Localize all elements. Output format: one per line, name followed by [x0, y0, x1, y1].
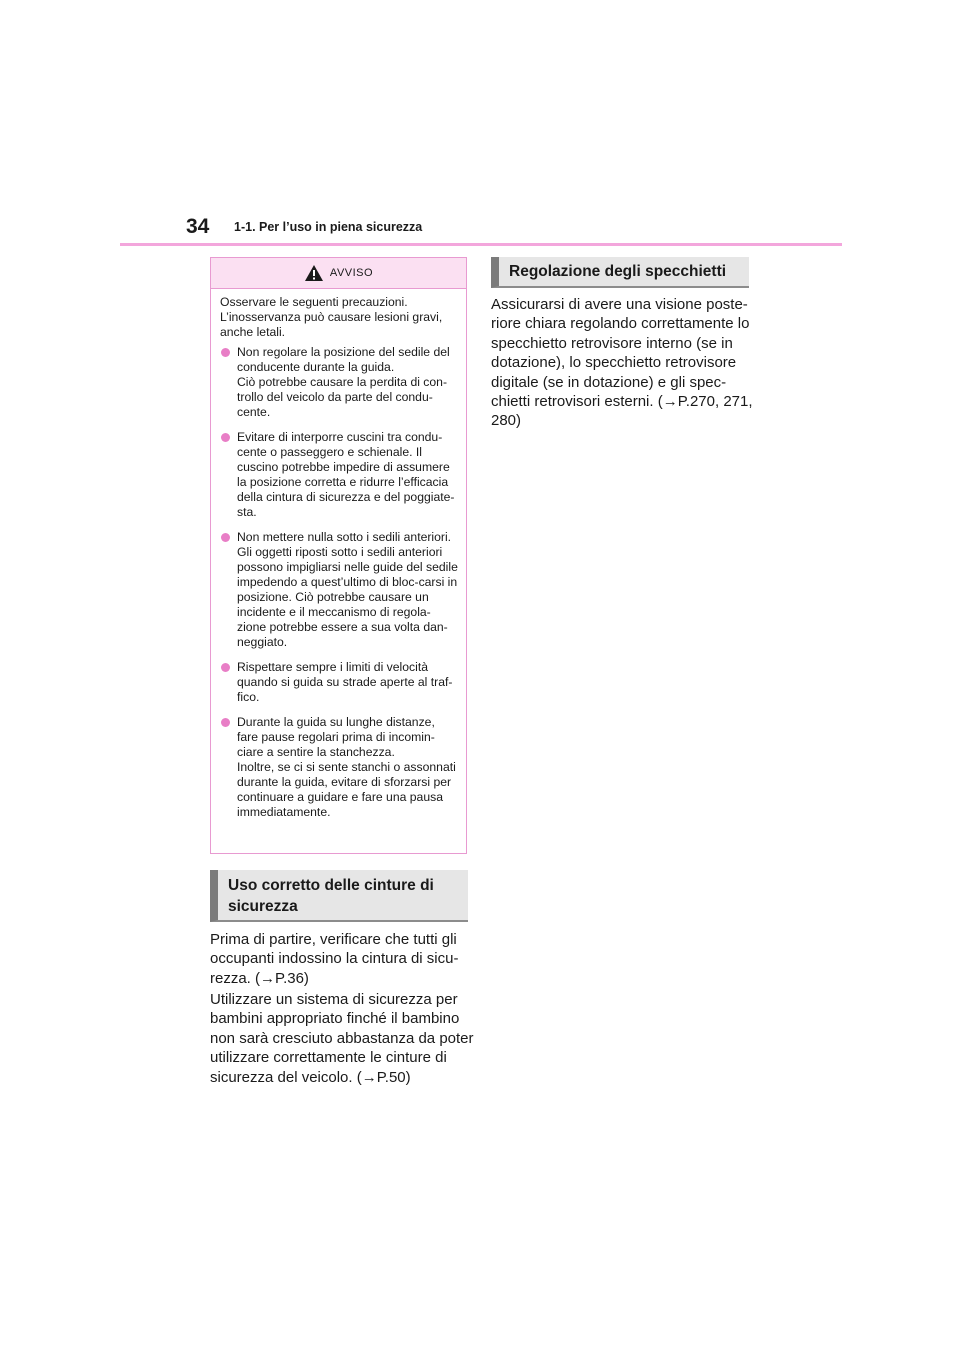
belts-heading: Uso corretto delle cinture di sicurezza: [210, 870, 468, 922]
mirrors-para-text: Assicurarsi di avere una visione poste-riore chiara regolando correttamente lo specchietto retrovisore interno (se in dotazione), lo specchietto retrovisore digitale (se in dotazione) e gli spec-chietti retrovisori esterni. (→P.270, 271, 280): [491, 296, 753, 430]
warning-list: [220, 345, 458, 820]
warning-header: [211, 258, 466, 289]
warning-item-text: Non mettere nulla sotto i sedili anteriori. Gli oggetti riposti sotto i sedili anteriori possono impigliarsi nelle guide del sedile impedendo a quest’ultimo di bloc-carsi in posizione. Ciò potrebbe causare un incidente e il meccanismo di regola-zione potrebbe essere a sua volta dan-neggiato.: [237, 530, 458, 649]
page-number: 34: [186, 215, 210, 238]
warning-item: [220, 530, 458, 650]
belts-paragraph-2: [210, 990, 475, 1087]
bullet-icon: [221, 718, 230, 727]
mirrors-heading: Regolazione degli specchietti: [491, 257, 749, 288]
warning-item-text: Non regolare la posizione del sedile del conducente durante la guida. Ciò potrebbe causare la perdita di con-trollo del veicolo da parte del condu-cente.: [237, 345, 450, 419]
header-rule: [120, 243, 842, 246]
bullet-icon: [221, 433, 230, 442]
section-title: 1-1. Per l’uso in piena sicurezza: [234, 220, 423, 234]
warning-body: [211, 289, 466, 820]
warning-item-text: Durante la guida su lunghe distanze, fare pause regolari prima di incomin-ciare a sentire la stanchezza. Inoltre, se ci si sente stanchi o assonnati durante la guida, evitare di sforzarsi per continuare a guidare e fare una pausa immediatamente.: [237, 715, 456, 819]
warning-item-text: Rispettare sempre i limiti di velocità quando si guida su strade aperte al traf-fico.: [237, 660, 453, 704]
mirrors-paragraph: [491, 295, 761, 431]
warning-item: [220, 715, 458, 820]
warning-item: [220, 430, 458, 520]
warning-icon: [304, 264, 324, 282]
bullet-icon: [221, 348, 230, 357]
bullet-icon: [221, 663, 230, 672]
belts-para1-text: Prima di partire, verificare che tutti gli occupanti indossino la cintura di sicu-rezza. (→P.36): [210, 931, 459, 987]
warning-item: [220, 660, 458, 705]
warning-intro: Osservare le seguenti precauzioni. L’inosservanza può causare lesioni gravi, anche letali.: [220, 295, 443, 339]
warning-title: AVVISO: [329, 267, 374, 279]
bullet-icon: [221, 533, 230, 542]
warning-item-text: Evitare di interporre cuscini tra condu-cente o passeggero e schienale. Il cuscino potrebbe impedire di assumere la posizione corretta e ridurre l’efficacia della cintura di sicurezza e del poggiate-sta.: [237, 430, 455, 519]
warning-box: [210, 257, 467, 854]
warning-item: [220, 345, 458, 420]
belts-para2-text: Utilizzare un sistema di sicurezza per bambini appropriato finché il bambino non sarà cresciuto abbastanza da poter utilizzare correttamente le cinture di sicurezza del veicolo. (→P.50): [210, 991, 474, 1086]
belts-paragraph-1: [210, 930, 475, 988]
